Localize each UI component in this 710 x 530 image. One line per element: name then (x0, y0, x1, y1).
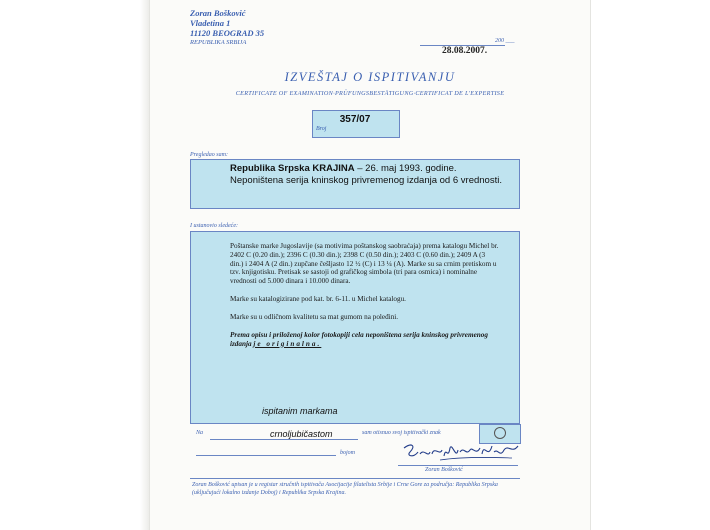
examined-date: – 26. maj 1993. godine. (354, 163, 457, 174)
sender-name: Zoran Bošković (190, 8, 246, 18)
sender-city: 11120 BEOGRAD 35 (190, 28, 265, 38)
examined-text (230, 163, 515, 187)
certificate-number: 357/07 (339, 114, 371, 125)
number-label: Broj (316, 126, 327, 132)
signature-line (398, 465, 518, 466)
sender-country: REPUBLIKA SRBIJA (190, 39, 247, 46)
findings-paragraph-3: Marke su u odličnom kvalitetu sa mat gumom na poleđini. (230, 313, 399, 321)
certificate-subtitle: CERTIFICATE OF EXAMINATION·PRÜFUNGSBESTÄTIGUNG·CERTIFICAT DE L'EXPERTISE (235, 90, 505, 97)
footer-divider (190, 478, 520, 479)
findings-paragraph-1: Poštanske marke Jugoslavije (sa motivima poštanskog saobraćaja) prema katalogu Michel br. 2402 C (0.20 din.); 2396 C (0.30 din.); 2398 C (0.50 din.); 2403 C (0.60 din.); 2409 A (3 din.) i 2404 A (2 din.) zupčane češljasto 12 ½ (C) i 13 ¼ (A). Marke su sa crnim pretiskom u tzv. knjigotisku. Pretisak se sastoji od grafičkog simbola (tri para osmica) i nominalne vrednosti od 5.000 dinara i 10.000 dinara. (230, 242, 499, 286)
examined-line-2: Neponištena serija kninskog privremenog izdanja od 6 vrednosti. (230, 175, 502, 186)
signature-name: Zoran Bošković (425, 467, 463, 473)
examined-stamps-note: ispitanim markama (262, 406, 338, 416)
bojom-label: bojom (340, 450, 355, 456)
findings-paragraph-2: Marke su katalogizirane pod kat. br. 6-11. u Michel katalogu. (230, 295, 406, 303)
conclusion-text: Prema opisu i priloženoj kolor fotokopiji cela neponištena serija kninskog privremenog izdanja (230, 331, 488, 348)
certificate-date: 28.08.2007. (442, 46, 488, 56)
examined-line-1 (230, 163, 515, 175)
na-label: Na (196, 430, 204, 436)
sender-street: Vladetina 1 (190, 18, 231, 28)
certificate-title: IZVEŠTAJ O ISPITIVANJU (284, 70, 456, 84)
examined-label: Pregledao sam: (190, 152, 228, 158)
bojom-line (196, 455, 336, 456)
findings-label: I ustanovio sledeće: (190, 223, 238, 229)
color-line (210, 439, 358, 440)
examined-issuer: Republika Srpska KRAJINA (230, 163, 355, 174)
footer-note: Zoran Bošković upisan je u registar stručnih ispitivača Asocijacije filatelista Srbije i Crne Gore za područja: Republika Srpska (uključujući lokalno izdanje Doboj) i Republika Srpska Krajina. (192, 482, 498, 496)
sender-address (190, 8, 264, 48)
conclusion-original: je originalna. (253, 339, 322, 348)
stamp-note: sam otisnuo svoj ispitivački znak (362, 430, 441, 436)
examiner-mark-icon (494, 427, 506, 439)
stamp-color: crnoljubičastom (270, 429, 333, 439)
date-year-hint: 200 ___ (495, 38, 515, 44)
handwritten-signature (400, 440, 525, 466)
findings-conclusion (230, 331, 500, 349)
